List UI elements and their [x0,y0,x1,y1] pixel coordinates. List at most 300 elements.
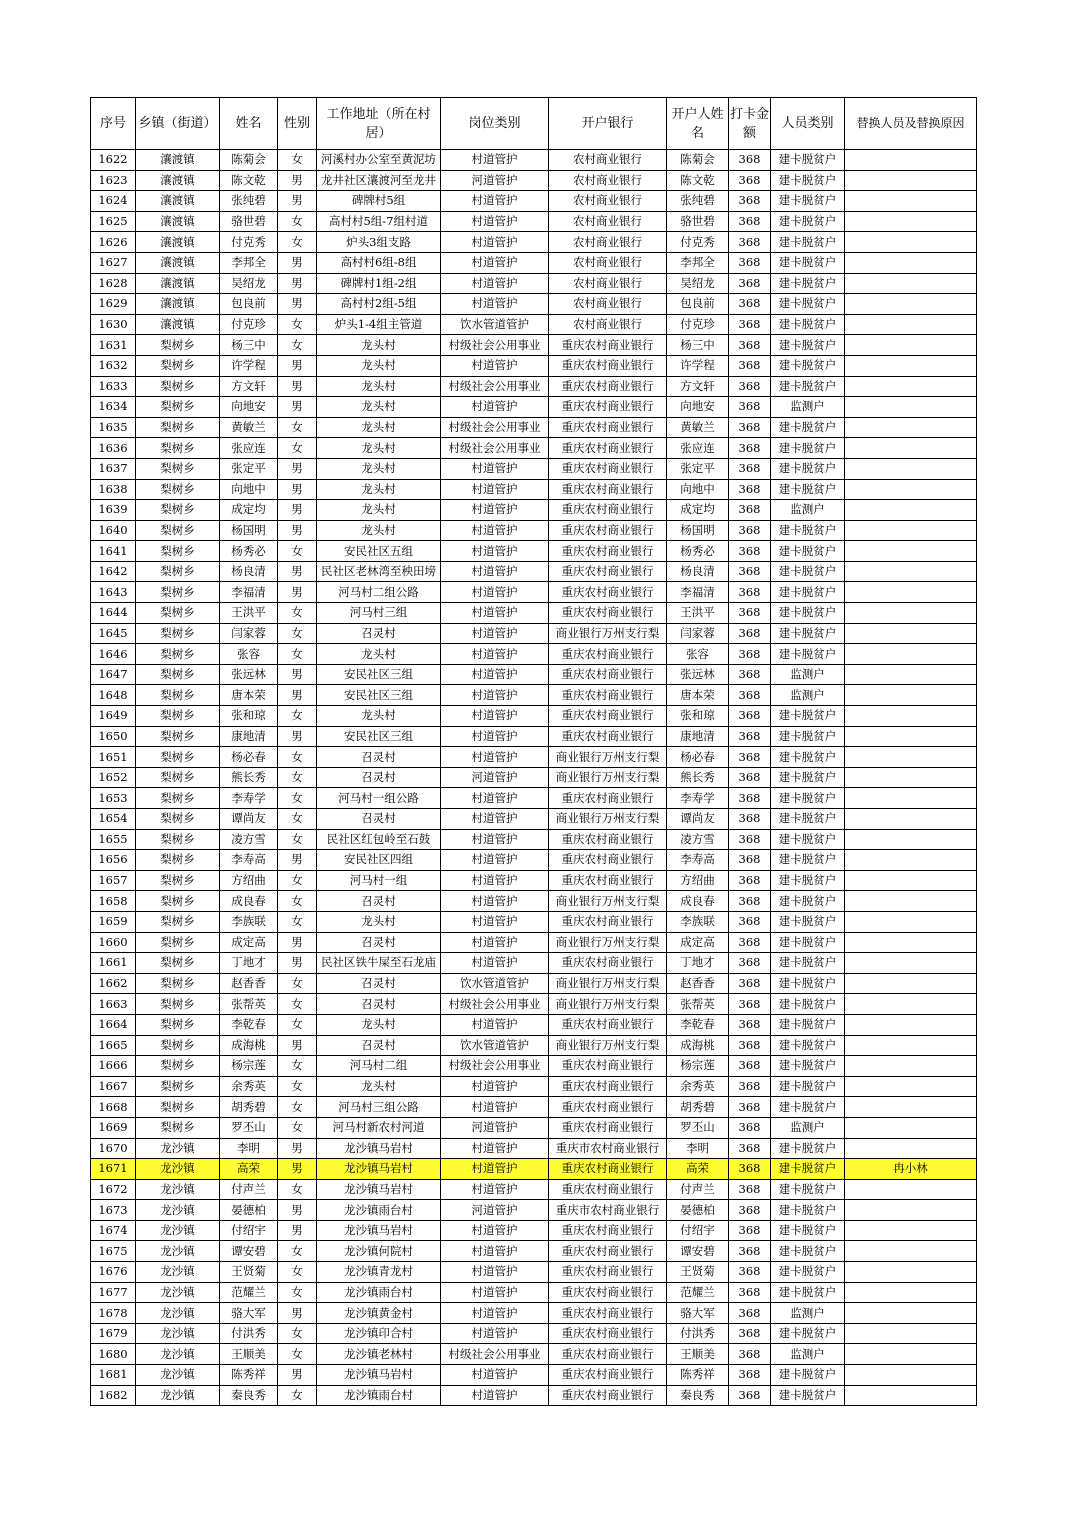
table-cell: 农村商业银行 [549,211,667,232]
table-row [91,850,977,871]
table-cell: 向地中 [667,479,729,500]
table-cell: 1638 [91,479,136,500]
table-cell [845,232,977,253]
table-cell [845,953,977,974]
table-cell: 罗丕山 [220,1117,278,1138]
table-cell: 龙沙镇 [136,1262,220,1283]
table-cell: 368 [729,726,771,747]
table-cell: 368 [729,664,771,685]
table-cell: 李邦全 [667,252,729,273]
table-cell: 梨树乡 [136,809,220,830]
table-cell: 建卡脱贫户 [771,1076,845,1097]
table-row [91,232,977,253]
table-cell: 张和琼 [667,706,729,727]
table-cell: 重庆农村商业银行 [549,376,667,397]
table-cell: 建卡脱贫户 [771,932,845,953]
table-cell [845,829,977,850]
table-cell: 368 [729,1159,771,1180]
table-cell: 村道管护 [441,191,549,212]
table-cell: 368 [729,788,771,809]
table-cell [845,1344,977,1365]
table-row [91,788,977,809]
table-cell: 村道管护 [441,252,549,273]
table-cell: 女 [278,1282,317,1303]
table-cell: 河马村新农村河道 [317,1117,441,1138]
table-cell [845,582,977,603]
table-cell: 杨三中 [220,335,278,356]
table-cell: 李寿学 [220,788,278,809]
table-cell: 建卡脱贫户 [771,1159,845,1180]
table-cell: 付声兰 [220,1179,278,1200]
table-cell: 建卡脱贫户 [771,870,845,891]
table-cell: 瀼渡镇 [136,294,220,315]
table-cell: 陈菊会 [220,150,278,171]
table-cell: 建卡脱贫户 [771,541,845,562]
table-cell: 龙沙镇马岩村 [317,1365,441,1386]
table-cell: 安民社区五组 [317,541,441,562]
header-cell: 工作地址（所在村居） [317,98,441,150]
table-cell: 杨必春 [667,747,729,768]
table-cell: 赵香香 [667,973,729,994]
table-cell: 男 [278,664,317,685]
table-cell: 男 [278,273,317,294]
header-cell: 岗位类别 [441,98,549,150]
table-cell [845,603,977,624]
table-cell: 建卡脱贫户 [771,1323,845,1344]
table-cell: 村道管护 [441,747,549,768]
table-cell: 368 [729,520,771,541]
table-cell: 农村商业银行 [549,232,667,253]
table-cell: 1622 [91,150,136,171]
table-cell: 梨树乡 [136,417,220,438]
table-cell: 1664 [91,1014,136,1035]
table-cell: 罗丕山 [667,1117,729,1138]
table-cell: 建卡脱贫户 [771,211,845,232]
table-cell: 龙头村 [317,458,441,479]
table-cell: 付洪秀 [220,1323,278,1344]
table-cell: 368 [729,644,771,665]
table-cell: 饮水管道管护 [441,314,549,335]
table-cell: 李明 [667,1138,729,1159]
table-cell: 河马村一组 [317,870,441,891]
table-cell: 建卡脱贫户 [771,314,845,335]
table-cell: 重庆农村商业银行 [549,541,667,562]
table-cell: 农村商业银行 [549,170,667,191]
table-cell [845,685,977,706]
table-cell: 村道管护 [441,891,549,912]
table-cell: 建卡脱贫户 [771,788,845,809]
table-cell: 1670 [91,1138,136,1159]
table-cell: 368 [729,1365,771,1386]
table-cell: 龙头村 [317,438,441,459]
table-cell: 村道管护 [441,541,549,562]
table-cell [845,520,977,541]
table-cell: 女 [278,891,317,912]
table-cell: 重庆农村商业银行 [549,1014,667,1035]
table-cell: 1649 [91,706,136,727]
table-cell: 建卡脱贫户 [771,1200,845,1221]
table-cell: 龙井社区瀼渡河至龙井 [317,170,441,191]
table-cell: 重庆农村商业银行 [549,603,667,624]
table-cell [845,767,977,788]
table-cell: 男 [278,1303,317,1324]
table-cell: 龙沙镇印合村 [317,1323,441,1344]
table-cell: 付洪秀 [667,1323,729,1344]
table-cell: 1623 [91,170,136,191]
header-cell: 打卡金额 [729,98,771,150]
table-cell: 1672 [91,1179,136,1200]
table-cell: 村道管护 [441,685,549,706]
table-cell: 重庆市农村商业银行 [549,1138,667,1159]
table-cell: 重庆农村商业银行 [549,355,667,376]
table-cell: 梨树乡 [136,479,220,500]
table-cell: 女 [278,1344,317,1365]
table-cell: 龙沙镇 [136,1220,220,1241]
table-cell: 梨树乡 [136,747,220,768]
table-cell: 368 [729,1097,771,1118]
table-cell [845,706,977,727]
table-cell: 龙沙镇何院村 [317,1241,441,1262]
table-cell: 张容 [220,644,278,665]
table-cell: 农村商业银行 [549,191,667,212]
table-cell: 368 [729,500,771,521]
table-cell: 张应连 [667,438,729,459]
table-cell: 李福清 [220,582,278,603]
table-cell: 1679 [91,1323,136,1344]
table-cell: 村道管护 [441,1262,549,1283]
table-cell: 女 [278,335,317,356]
table-cell: 1631 [91,335,136,356]
table-cell: 召灵村 [317,994,441,1015]
table-cell: 村级社会公用事业 [441,417,549,438]
table-cell: 王顺美 [667,1344,729,1365]
header-cell: 人员类别 [771,98,845,150]
table-cell: 建卡脱贫户 [771,582,845,603]
table-cell: 杨宗莲 [220,1056,278,1077]
table-cell: 召灵村 [317,1035,441,1056]
table-row [91,1365,977,1386]
table-cell: 村道管护 [441,1138,549,1159]
table-row [91,335,977,356]
table-cell: 368 [729,953,771,974]
table-cell: 重庆农村商业银行 [549,479,667,500]
table-cell: 安民社区四组 [317,850,441,871]
table-cell: 村道管护 [441,211,549,232]
table-cell [845,500,977,521]
table-cell: 1662 [91,973,136,994]
table-cell [845,994,977,1015]
table-cell: 龙头村 [317,417,441,438]
table-cell: 村道管护 [441,1303,549,1324]
table-cell: 河溪村办公室至黄泥坊 [317,150,441,171]
table-cell: 龙沙镇老林村 [317,1344,441,1365]
table-cell: 龙沙镇 [136,1323,220,1344]
table-cell: 建卡脱贫户 [771,1035,845,1056]
table-cell: 368 [729,211,771,232]
table-cell: 建卡脱贫户 [771,726,845,747]
table-cell: 女 [278,994,317,1015]
table-cell: 龙头村 [317,1014,441,1035]
table-cell: 重庆农村商业银行 [549,1056,667,1077]
table-cell: 村道管护 [441,1241,549,1262]
table-cell: 重庆市农村商业银行 [549,1200,667,1221]
table-cell: 付克秀 [220,232,278,253]
table-cell: 1676 [91,1262,136,1283]
table-cell: 梨树乡 [136,767,220,788]
table-cell: 龙沙镇 [136,1303,220,1324]
table-row [91,1200,977,1221]
table-cell [845,644,977,665]
table-row [91,150,977,171]
table-cell [845,417,977,438]
table-cell: 女 [278,603,317,624]
table-cell: 1652 [91,767,136,788]
table-cell: 1628 [91,273,136,294]
table-cell: 梨树乡 [136,397,220,418]
table-cell: 1636 [91,438,136,459]
table-cell: 368 [729,1220,771,1241]
table-cell: 村级社会公用事业 [441,994,549,1015]
table-cell: 李乾春 [667,1014,729,1035]
table-cell: 女 [278,644,317,665]
table-cell: 368 [729,1241,771,1262]
table-cell: 重庆农村商业银行 [549,726,667,747]
table-cell: 梨树乡 [136,891,220,912]
table-cell: 女 [278,767,317,788]
table-cell: 许学程 [667,355,729,376]
table-cell: 召灵村 [317,891,441,912]
table-cell: 建卡脱贫户 [771,1014,845,1035]
table-cell: 1647 [91,664,136,685]
table-body [91,150,977,1406]
table-cell: 梨树乡 [136,1014,220,1035]
table-cell: 龙头村 [317,1076,441,1097]
table-cell [845,1097,977,1118]
table-cell: 368 [729,973,771,994]
table-cell: 付声兰 [667,1179,729,1200]
table-cell: 建卡脱贫户 [771,1262,845,1283]
table-cell: 梨树乡 [136,664,220,685]
header-cell: 开户银行 [549,98,667,150]
table-cell: 村道管护 [441,788,549,809]
table-cell: 1655 [91,829,136,850]
table-cell: 梨树乡 [136,706,220,727]
table-cell: 建卡脱贫户 [771,953,845,974]
table-cell: 谭安碧 [220,1241,278,1262]
table-cell: 张纯碧 [220,191,278,212]
table-cell: 村道管护 [441,232,549,253]
table-row [91,1179,977,1200]
table-cell: 张容 [667,644,729,665]
table-cell: 368 [729,1014,771,1035]
table-row [91,994,977,1015]
table-row [91,397,977,418]
table-cell: 重庆农村商业银行 [549,1385,667,1406]
table-cell: 建卡脱贫户 [771,273,845,294]
table-cell [845,623,977,644]
table-cell [845,1117,977,1138]
table-cell: 余秀英 [220,1076,278,1097]
table-cell: 胡秀碧 [220,1097,278,1118]
table-row [91,1117,977,1138]
table-cell: 梨树乡 [136,726,220,747]
table-cell: 龙头村 [317,644,441,665]
table-cell: 重庆农村商业银行 [549,1344,667,1365]
table-row [91,355,977,376]
table-cell: 唐本荣 [220,685,278,706]
table-cell [845,1262,977,1283]
table-cell: 1642 [91,561,136,582]
table-cell: 1653 [91,788,136,809]
table-cell: 男 [278,932,317,953]
table-cell: 杨秀必 [220,541,278,562]
table-row-highlighted [91,1159,977,1180]
table-cell: 梨树乡 [136,500,220,521]
table-cell: 龙沙镇 [136,1200,220,1221]
table-row [91,911,977,932]
table-row [91,1241,977,1262]
table-cell: 杨国明 [220,520,278,541]
table-cell: 吴绍龙 [667,273,729,294]
table-cell [845,1179,977,1200]
table-cell: 龙头村 [317,335,441,356]
table-cell: 村道管护 [441,150,549,171]
table-cell: 1634 [91,397,136,418]
table-cell: 秦良秀 [667,1385,729,1406]
table-cell: 女 [278,829,317,850]
table-cell: 男 [278,953,317,974]
table-cell: 368 [729,891,771,912]
table-cell: 368 [729,1303,771,1324]
table-cell: 黄敏兰 [667,417,729,438]
table-cell: 建卡脱贫户 [771,1385,845,1406]
table-cell: 瀼渡镇 [136,314,220,335]
table-cell [845,891,977,912]
table-cell: 1673 [91,1200,136,1221]
table-row [91,294,977,315]
table-cell: 1669 [91,1117,136,1138]
table-row [91,829,977,850]
table-cell: 付绍宇 [220,1220,278,1241]
table-cell: 建卡脱贫户 [771,170,845,191]
table-cell: 女 [278,417,317,438]
table-cell: 重庆农村商业银行 [549,1241,667,1262]
table-cell [845,397,977,418]
table-cell: 男 [278,1159,317,1180]
table-cell: 女 [278,870,317,891]
table-cell: 重庆农村商业银行 [549,911,667,932]
table-cell [845,1076,977,1097]
table-cell: 1661 [91,953,136,974]
table-cell: 建卡脱贫户 [771,973,845,994]
table-cell: 368 [729,747,771,768]
table-cell: 梨树乡 [136,870,220,891]
table-cell: 杨良清 [220,561,278,582]
table-cell: 方绍曲 [667,870,729,891]
table-cell: 368 [729,1200,771,1221]
table-cell: 张远林 [667,664,729,685]
table-cell: 瀼渡镇 [136,273,220,294]
table-cell: 高村村6组-8组 [317,252,441,273]
table-cell: 1624 [91,191,136,212]
table-cell: 熊长秀 [220,767,278,788]
table-cell: 建卡脱贫户 [771,1365,845,1386]
table-cell: 龙沙镇黄金村 [317,1303,441,1324]
table-cell: 农村商业银行 [549,314,667,335]
table-cell: 村道管护 [441,355,549,376]
table-cell: 成定均 [220,500,278,521]
table-cell: 男 [278,252,317,273]
table-cell: 368 [729,994,771,1015]
table-cell: 梨树乡 [136,376,220,397]
table-row [91,582,977,603]
table-cell: 女 [278,1097,317,1118]
table-cell: 368 [729,911,771,932]
table-cell [845,1220,977,1241]
table-row [91,603,977,624]
table-cell: 1667 [91,1076,136,1097]
table-cell: 张定平 [667,458,729,479]
table-cell: 河道管护 [441,767,549,788]
table-cell: 368 [729,314,771,335]
table-cell: 梨树乡 [136,582,220,603]
table-cell: 方文轩 [220,376,278,397]
table-cell: 商业银行万州支行梨 [549,1035,667,1056]
table-cell: 建卡脱贫户 [771,706,845,727]
table-cell [845,726,977,747]
table-cell: 龙沙镇马岩村 [317,1179,441,1200]
table-cell [845,211,977,232]
table-cell: 商业银行万州支行梨 [549,973,667,994]
table-cell: 1629 [91,294,136,315]
table-cell: 1660 [91,932,136,953]
table-cell: 碑牌村5组 [317,191,441,212]
table-cell: 建卡脱贫户 [771,767,845,788]
table-cell: 成定高 [667,932,729,953]
table-cell: 1633 [91,376,136,397]
table-cell: 梨树乡 [136,911,220,932]
table-cell: 建卡脱贫户 [771,520,845,541]
table-cell: 1645 [91,623,136,644]
table-cell: 饮水管道管护 [441,1035,549,1056]
table-cell: 建卡脱贫户 [771,891,845,912]
table-cell: 龙头村 [317,355,441,376]
table-cell: 重庆农村商业银行 [549,870,667,891]
table-cell: 包良前 [667,294,729,315]
table-cell: 凌方雪 [667,829,729,850]
table-cell: 女 [278,211,317,232]
table-cell: 龙沙镇马岩村 [317,1220,441,1241]
table-cell: 杨宗莲 [667,1056,729,1077]
table-cell: 村级社会公用事业 [441,438,549,459]
table-cell: 梨树乡 [136,932,220,953]
table-cell: 王洪平 [667,603,729,624]
table-cell: 女 [278,911,317,932]
table-cell: 龙头村 [317,911,441,932]
table-cell: 龙沙镇雨台村 [317,1282,441,1303]
table-cell: 李族联 [667,911,729,932]
table-cell: 龙沙镇 [136,1179,220,1200]
table-cell: 晏德柏 [667,1200,729,1221]
table-cell: 重庆农村商业银行 [549,1179,667,1200]
table-cell: 女 [278,438,317,459]
table-cell: 凌方雪 [220,829,278,850]
table-cell: 梨树乡 [136,603,220,624]
header-cell: 替换人员及替换原因 [845,98,977,150]
table-cell: 秦良秀 [220,1385,278,1406]
table-row [91,726,977,747]
table-cell: 农村商业银行 [549,252,667,273]
